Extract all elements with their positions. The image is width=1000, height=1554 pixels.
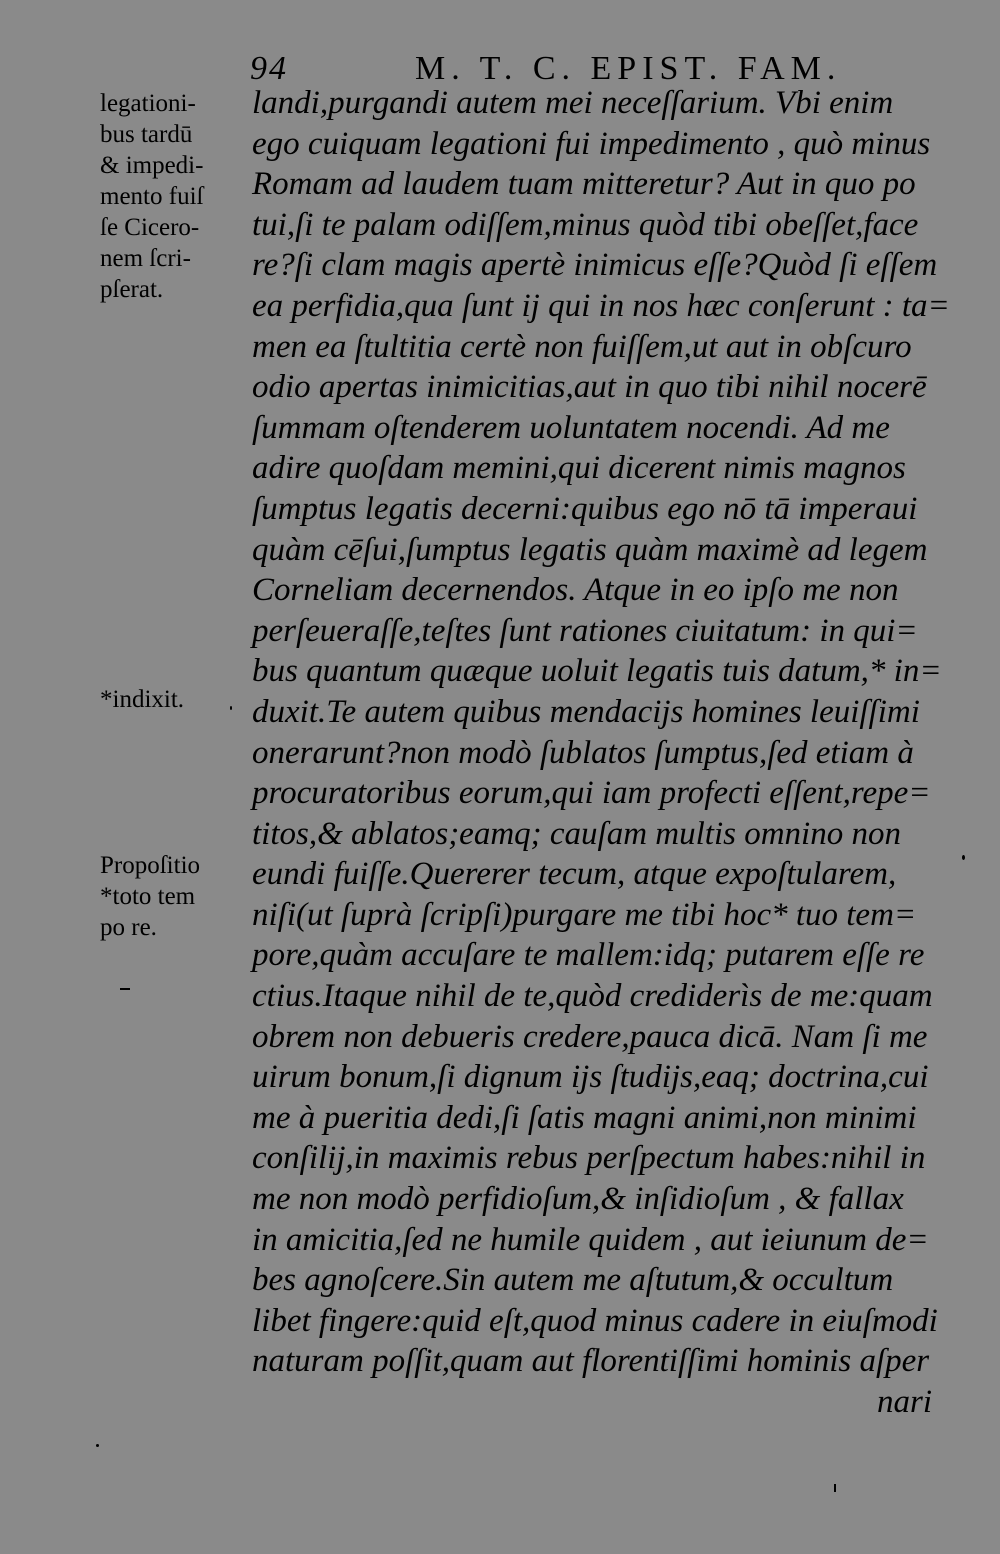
scan-speck xyxy=(834,1484,836,1492)
text-line: men ea ſtultitia certè non fuiſſem,ut aut in obſcuro xyxy=(252,328,912,365)
text-line: conſilij,in maximis rebus perſpectum habes:nihil in xyxy=(252,1140,926,1177)
margin-note-line: ſe Cicero- xyxy=(100,214,200,241)
text-line: in amicitia,ſed ne humile quidem , aut ieiunum de= xyxy=(252,1221,929,1258)
text-line: bus quantum quæque uoluit legatis tuis datum,* in= xyxy=(252,653,942,690)
margin-note-line: bus tardū xyxy=(100,121,193,148)
page-number: 94 xyxy=(250,50,288,87)
text-line: ea perfidia,qua ſunt ij qui in nos hæc conſerunt : ta= xyxy=(252,287,950,324)
text-line: re?ſi clam magis apertè inimicus eſſe?Quòd ſi eſſem xyxy=(252,247,938,284)
text-line: niſi(ut ſuprà ſcripſi)purgare me tibi hoc* tuo tem= xyxy=(252,896,917,933)
running-title: M. T. C. EPIST. FAM. xyxy=(415,50,842,87)
margin-note-line: Propoſitio xyxy=(100,852,201,879)
text-line: titos,& ablatos;eamq; cauſam multis omnino non xyxy=(252,815,901,852)
text-line: perſeueraſſe,teſtes ſunt rationes ciuitatum: in qui= xyxy=(252,612,918,649)
text-line: onerarunt?non modò ſublatos ſumptus,ſed etiam à xyxy=(252,734,914,771)
text-line: tui,ſi te palam odiſſem,minus quòd tibi obeſſet,face xyxy=(252,206,919,243)
margin-note-line: *toto tem xyxy=(100,883,196,910)
text-line: ctius.Itaque nihil de te,quòd crediderìs de me:quam xyxy=(252,978,933,1015)
margin-note-line: mento fuiſ xyxy=(100,183,204,210)
text-line: obrem non debueris credere,pauca dicā. Nam ſi me xyxy=(252,1018,928,1055)
margin-note-line: & impedi- xyxy=(100,152,204,179)
text-line: me à pueritia dedi,ſi ſatis magni animi,non minimi xyxy=(252,1099,917,1136)
text-line: landi,purgandi autem mei neceſſarium. Vbi enim xyxy=(252,85,894,121)
scan-speck xyxy=(230,706,232,710)
text-line: bes agnoſcere.Sin autem me aſtutum,& occultum xyxy=(252,1262,894,1299)
text-line: ſumptus legatis decerni:quibus ego nō tā imperaui xyxy=(252,490,918,527)
text-line: odio apertas inimicitias,aut in quo tibi nihil nocerē xyxy=(252,369,927,406)
text-line: quàm cēſui,ſumptus legatis quàm maximè ad legem xyxy=(252,531,928,568)
text-line: Romam ad laudem tuam mitteretur? Aut in quo po xyxy=(252,166,916,203)
text-line: pore,quàm accuſare te mallem:idq; putarem eſſe re xyxy=(252,937,925,974)
margin-note-line: legationi- xyxy=(100,90,196,117)
text-line: procuratoribus eorum,qui iam profecti eſſent,repe= xyxy=(252,775,931,812)
text-line: Corneliam decernendos. Atque in eo ipſo me non xyxy=(252,572,899,609)
margin-note-line: pſerat. xyxy=(100,276,164,303)
scan-speck xyxy=(120,988,130,990)
scan-speck xyxy=(962,855,965,860)
text-line: ego cuiquam legationi fui impedimento , quò minus xyxy=(252,125,931,162)
text-line: duxit.Te autem quibus mendacijs homines leuiſſimi xyxy=(252,693,920,730)
margin-note-line: *indixit. xyxy=(100,686,185,713)
main-text-block xyxy=(252,83,950,1423)
margin-note-line: nem ſcri- xyxy=(100,245,191,272)
margin-note-legationibus xyxy=(100,88,250,305)
text-line: eundi fuiſſe.Quererer tecum, atque expoſtularem, xyxy=(252,856,897,893)
text-line: me non modò perfidioſum,& inſidioſum , & fallax xyxy=(252,1181,904,1218)
scan-speck xyxy=(96,1444,99,1447)
text-line: adire quoſdam memini,qui dicerent nimis magnos xyxy=(252,450,906,487)
text-line: uirum bonum,ſi dignum ijs ſtudijs,eaq; doctrina,cui xyxy=(252,1059,929,1096)
text-line: libet fingere:quid eſt,quod minus cadere in eiuſmodi xyxy=(252,1302,938,1339)
margin-note-indixit xyxy=(100,684,250,715)
margin-note-propositio xyxy=(100,850,250,943)
text-line: ſummam oſtenderem uoluntatem nocendi. Ad me xyxy=(252,409,890,446)
text-line: naturam poſſit,quam aut florentiſſimi hominis aſper xyxy=(252,1343,930,1380)
catchword: nari xyxy=(876,1384,932,1420)
margin-note-line: po re. xyxy=(100,914,157,941)
